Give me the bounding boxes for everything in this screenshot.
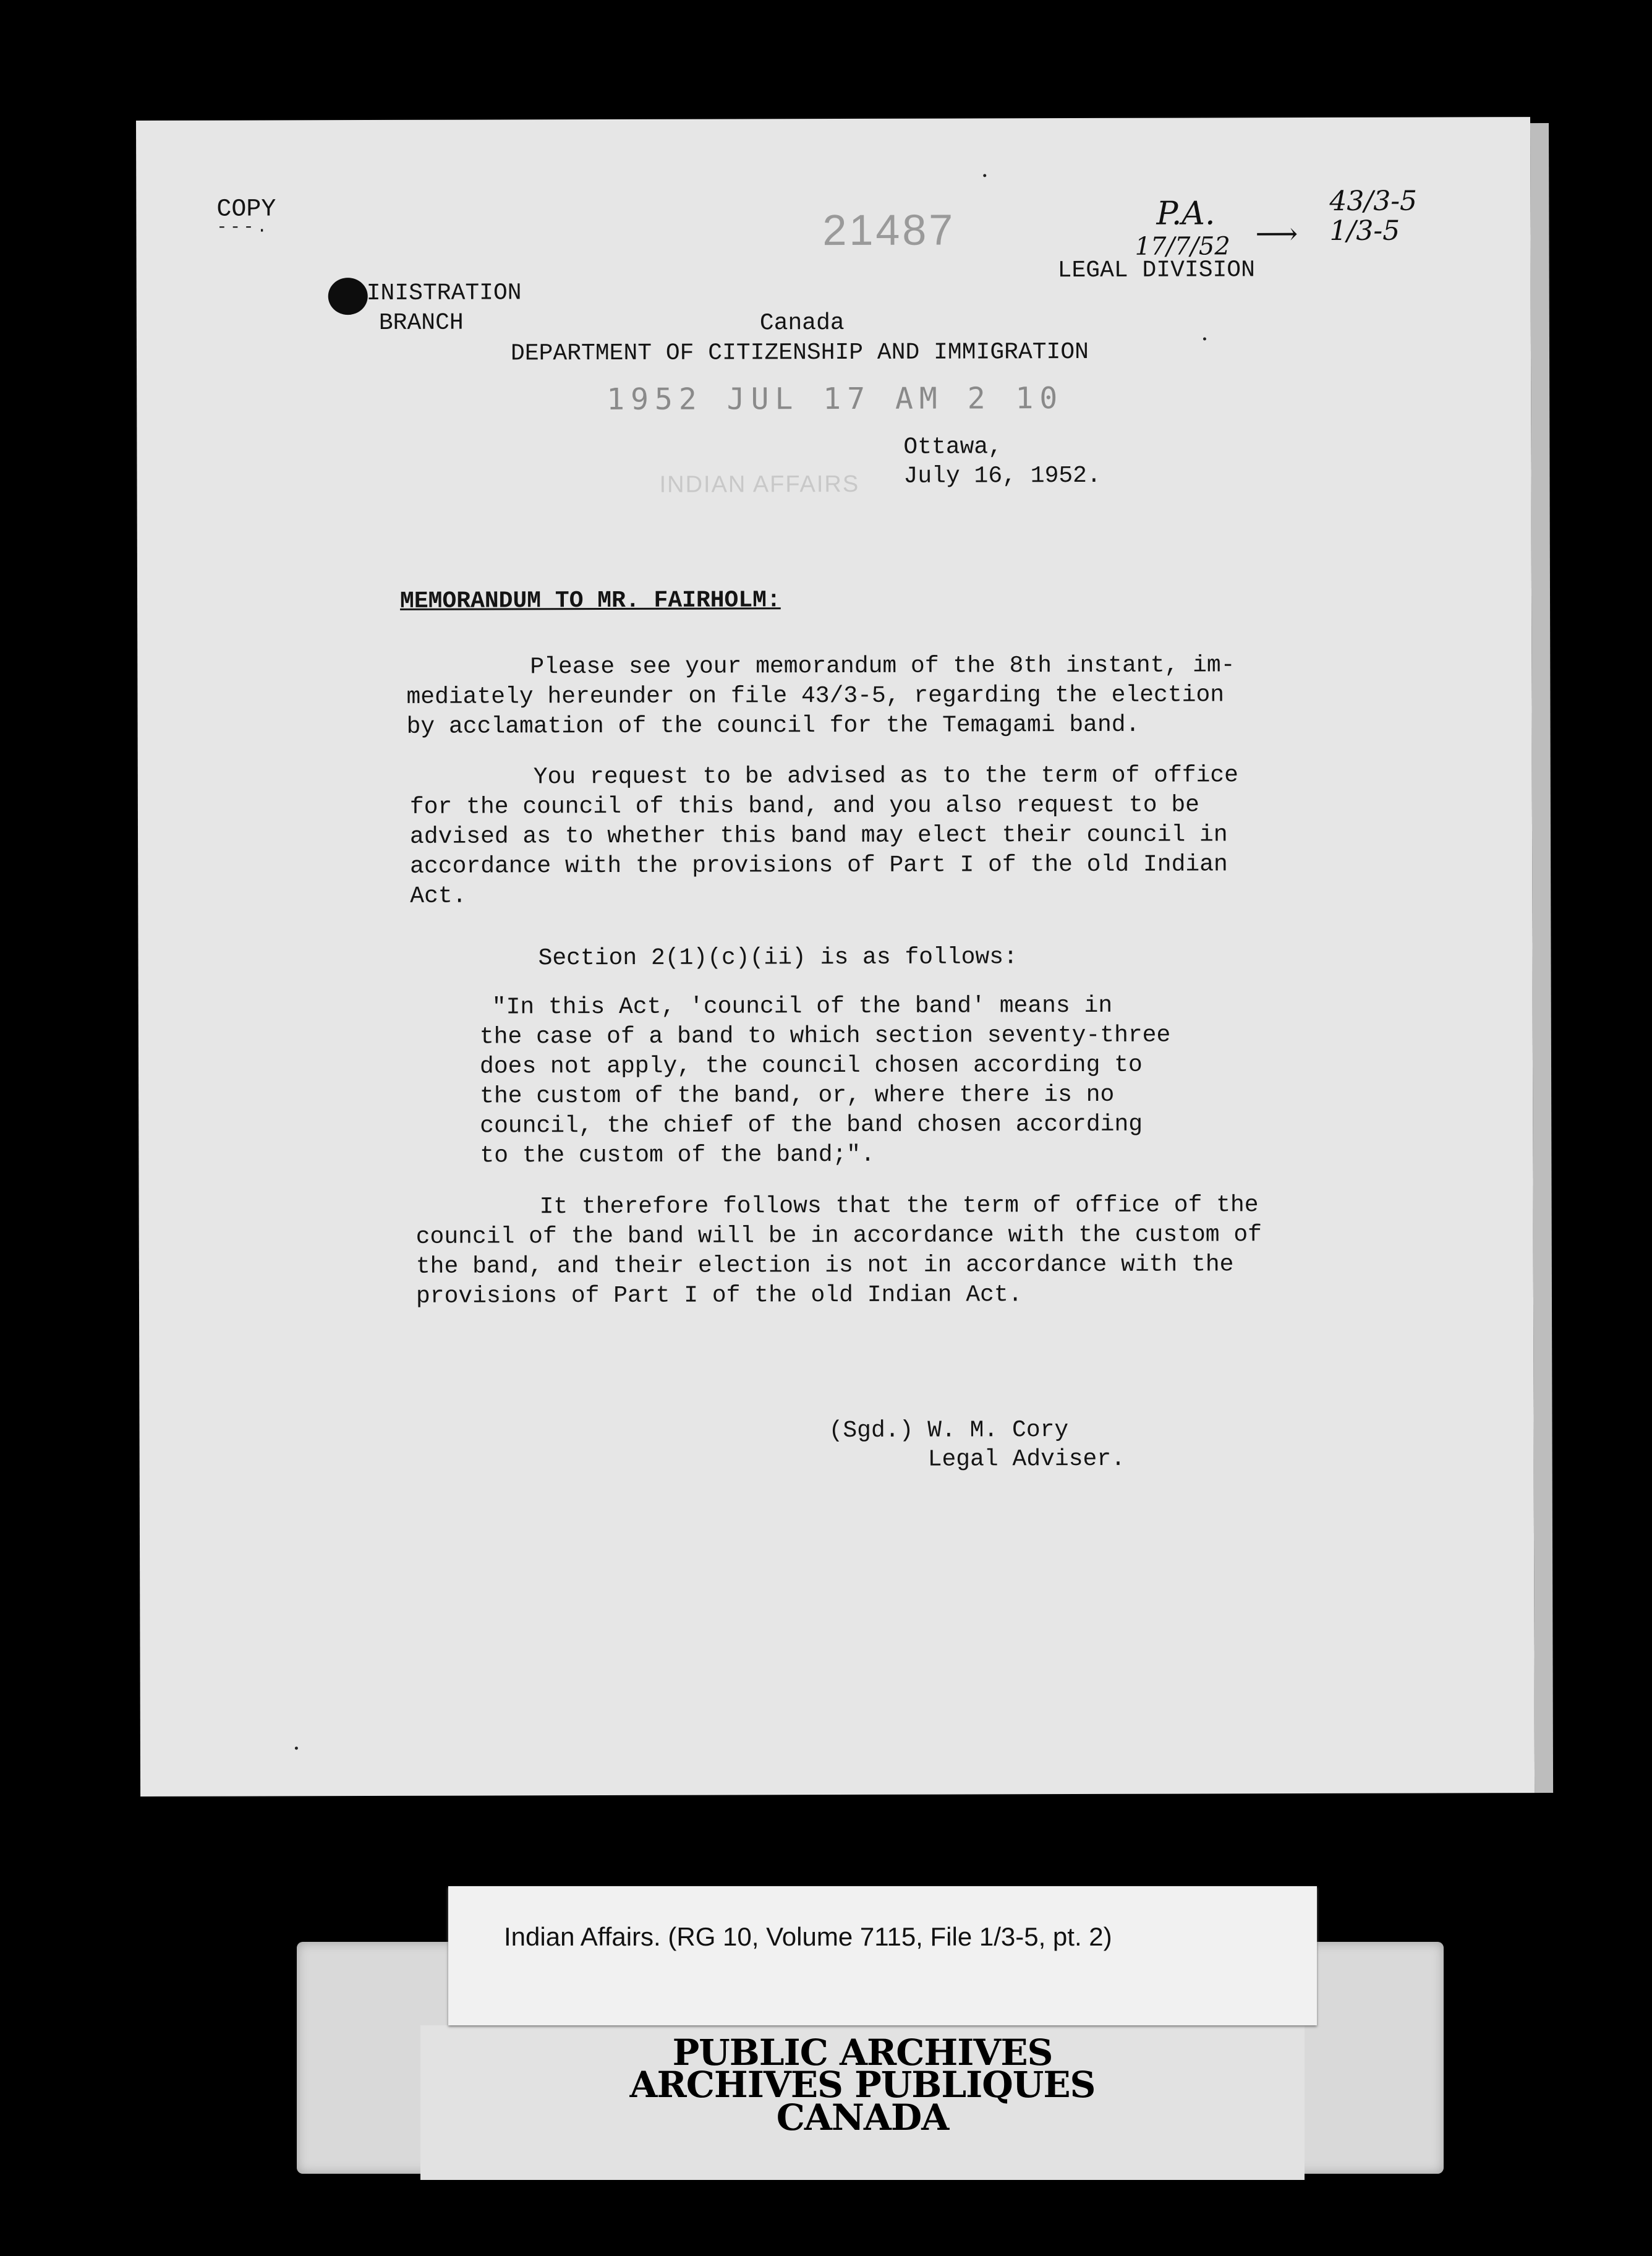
- quote-line: the custom of the band, or, where there is no: [480, 1081, 1115, 1110]
- file-number-bottom: 1/3-5: [1329, 215, 1400, 247]
- paragraph-2-line: You request to be advised as to the term of office: [533, 762, 1239, 791]
- paragraph-3-line: provisions of Part I of the old Indian Act.: [415, 1281, 1023, 1310]
- page-edge: [1530, 123, 1553, 1793]
- memo-heading: MEMORANDUM TO MR. FAIRHOLM:: [399, 587, 781, 615]
- quoted-section: [480, 991, 1171, 1171]
- archives-line-3: CANADA: [776, 2096, 949, 2138]
- copy-mark: COPY: [216, 195, 276, 224]
- department-heading: DEPARTMENT OF CITIZENSHIP AND IMMIGRATION: [510, 338, 1089, 367]
- signer-title: Legal Adviser.: [927, 1445, 1125, 1473]
- country-heading: Canada: [759, 310, 845, 337]
- paragraph-3-line: It therefore follows that the term of office of the: [539, 1192, 1259, 1221]
- ink-blot: [328, 278, 368, 315]
- archives-line-2: ARCHIVES PUBLIQUES: [629, 2064, 1096, 2106]
- paragraph-2-line: advised as to whether this band may elect their council in: [409, 821, 1228, 850]
- paragraph-1: [406, 651, 1235, 742]
- paragraph-2: [410, 761, 1239, 912]
- paper-speck: [983, 174, 986, 177]
- paragraph-1-line: mediately hereunder on file 43/3-5, regarding the election: [406, 682, 1225, 711]
- branch-line-1: INISTRATION: [366, 280, 522, 307]
- paragraph-1-line: by acclamation of the council for the Temagami band.: [406, 711, 1140, 740]
- paragraph-2-line: accordance with the provisions of Part I of the old Indian: [410, 851, 1228, 880]
- paper-speck: [295, 1746, 298, 1750]
- paragraph-1-line: Please see your memorandum of the 8th instant, im-: [530, 652, 1235, 681]
- memo-place: Ottawa,: [903, 434, 1003, 461]
- copy-mark-scribble: - - - .: [216, 218, 264, 237]
- date-received-stamp: 1952 JUL 17 AM 2 10: [607, 381, 1064, 417]
- arrow-annotation: ⟶: [1255, 216, 1298, 252]
- indian-affairs-stamp: INDIAN AFFAIRS: [659, 471, 860, 498]
- quote-line: to the custom of the band;".: [480, 1141, 875, 1169]
- reference-strip: [448, 1886, 1317, 2025]
- quote-line: council, the chief of the band chosen according: [480, 1111, 1143, 1140]
- memo-page: [136, 117, 1535, 1797]
- quote-line: "In this Act, 'council of the band' means in: [492, 992, 1113, 1021]
- initials-annotation: P.A.: [1156, 195, 1216, 233]
- file-number-top: 43/3-5: [1329, 185, 1418, 217]
- archive-reference: Indian Affairs. (RG 10, Volume 7115, File 1/3-5, pt. 2): [504, 1922, 1112, 1951]
- section-intro: Section 2(1)(c)(ii) is as follows:: [538, 944, 1018, 972]
- archives-line-1: PUBLIC ARCHIVES: [672, 2032, 1053, 2074]
- date-annotation: 17/7/52: [1135, 232, 1230, 261]
- legal-division: LEGAL DIVISION: [1057, 257, 1255, 284]
- paragraph-2-line: Act.: [410, 882, 467, 910]
- signature: (Sgd.) W. M. Cory: [828, 1417, 1069, 1445]
- quote-line: the case of a band to which section seventy-three: [479, 1022, 1171, 1051]
- quote-line: does not apply, the council chosen according to: [479, 1051, 1143, 1080]
- received-stamp-number: 21487: [822, 205, 956, 255]
- paragraph-3: [416, 1190, 1262, 1312]
- memo-date: July 16, 1952.: [903, 462, 1101, 490]
- paper-speck: [1203, 337, 1206, 340]
- paragraph-3-line: the band, and their election is not in accordance with the: [415, 1251, 1234, 1280]
- paragraph-3-line: council of the band will be in accordance with the custom of: [415, 1221, 1262, 1250]
- branch-line-2: BRANCH: [378, 309, 464, 336]
- paragraph-2-line: for the council of this band, and you also request to be: [409, 792, 1199, 821]
